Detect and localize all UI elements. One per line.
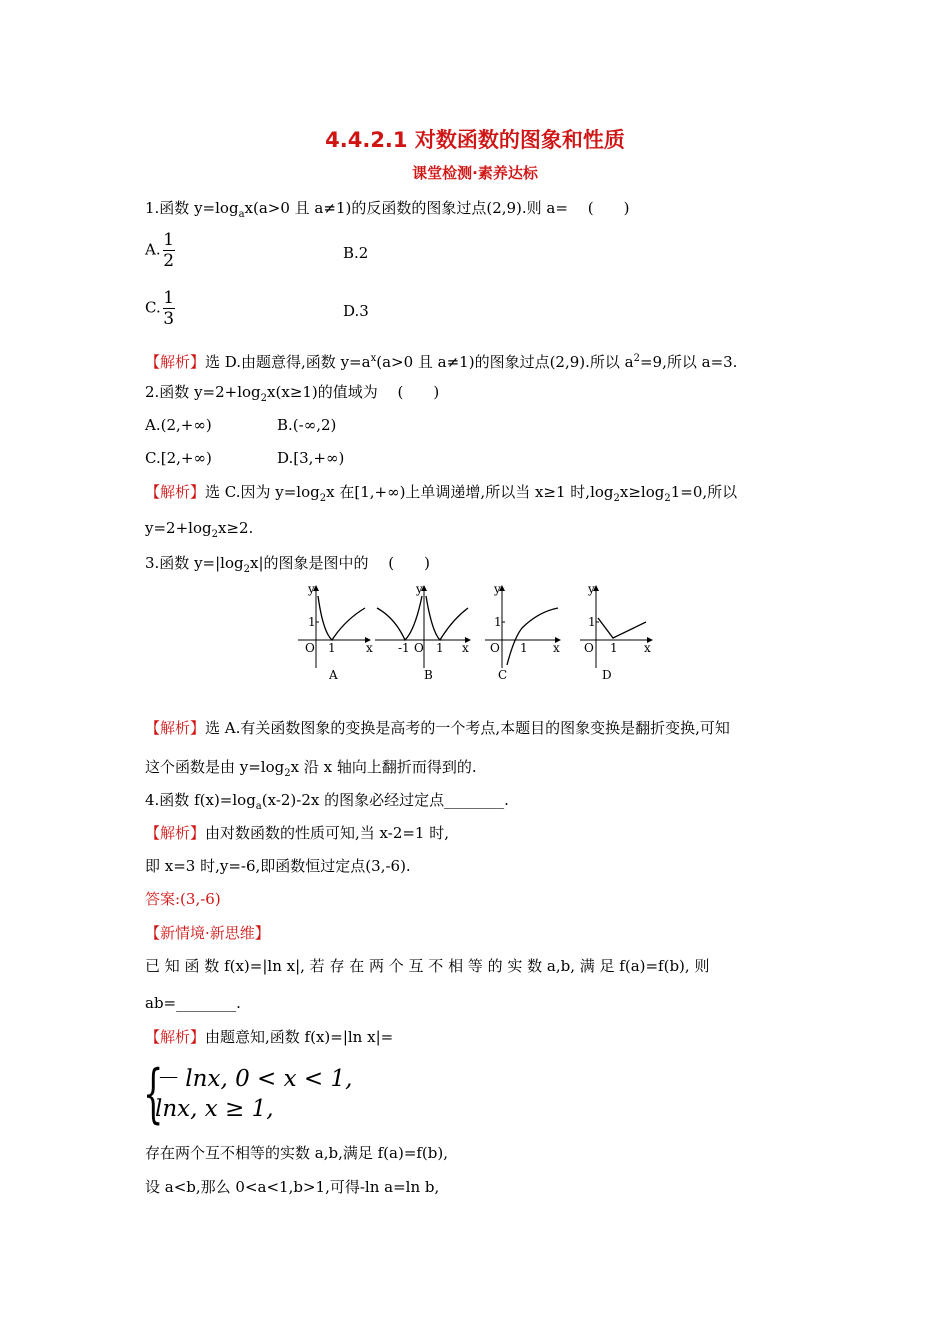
q2-analysis-line1: 【解析】选 C.因为 $y=\log_2x$ 在[1,+∞)上单调递增,所以当 x≥1 时$,\log_2x\ge\log_21=0$,所以 (145, 483, 738, 504)
graph-c-caption: C (498, 668, 508, 682)
extension-analysis-line3: 设 a<b,那么 0<a<1,b>1,可得-ln a=ln b, (145, 1178, 440, 1196)
q2-analysis-line2: $y=2+\log_2x\ge 2$. (145, 519, 254, 540)
q4-stem: 4.函数 $f(x)=\log_a(x-2)-2x$ 的图象必经过定点________. (145, 791, 509, 812)
page-subtitle: 课堂检测·素养达标 (412, 164, 538, 182)
q3-stem: 3.函数 $y=|\log_2x|$的图象是图中的 ( ) (145, 554, 430, 575)
page-title: 4.4.2.1 对数函数的图象和性质 (325, 128, 625, 152)
fraction: $\frac{1}{3}$ (163, 288, 175, 329)
graph-c-x-label: x (553, 641, 560, 655)
graph-a-caption: A (329, 668, 338, 682)
graph-b-tick-neg: -1 (398, 641, 410, 655)
graph-b-x-label: x (462, 641, 469, 655)
q1-option-a: A. $\frac{1}{2}$ (145, 230, 175, 271)
graph-c-origin: O (490, 641, 500, 655)
q1-option-b: B.2 (343, 244, 369, 262)
extension-stem-line2: ab=________. (145, 994, 241, 1012)
piecewise-brace: { (143, 1057, 164, 1131)
graph-b-y-label: y (416, 582, 423, 596)
q2-option-d: D.[3,+∞) (277, 449, 345, 467)
graph-a-tick: 1 (328, 641, 336, 655)
q4-answer: 答案:(3,-6) (145, 890, 221, 908)
graph-b-origin: O (414, 641, 424, 655)
fraction: $\frac{1}{2}$ (163, 230, 175, 271)
extension-tag: 【新情境·新思维】 (145, 924, 270, 942)
graph-a-x-label: x (366, 641, 373, 655)
q4-analysis-line2: 即 x=3 时,y=-6,即函数恒过定点(3,-6). (145, 857, 411, 875)
graph-d-y-label: y (588, 582, 595, 596)
graph-c-tick: 1 (520, 641, 528, 655)
extension-analysis-line1: 【解析】由题意知,函数 f(x)=|ln x|= (145, 1028, 394, 1046)
piecewise-case-1: － lnx, 0 < x < 1, (155, 1066, 353, 1092)
graph-b-caption: B (424, 668, 433, 682)
q2-option-b: B.(-∞,2) (277, 416, 337, 434)
q1-analysis: 【解析】选 D.由题意得,函数 $y=a^x(a>0$ 且 a≠1)的图象过点(2,9).所以 $a^2=9$,所以 a=3. (145, 353, 738, 371)
graph-b-tick: 1 (436, 641, 444, 655)
graph-d-x-label: x (644, 641, 651, 655)
graph-d-origin: O (584, 641, 594, 655)
graph-c-y-label: y (494, 582, 501, 596)
graph-a (298, 582, 373, 682)
q3-analysis-line2: 这个函数是由 $y=\log_2x$ 沿 x 轴向上翻折而得到的. (145, 758, 477, 779)
extension-analysis-line2: 存在两个互不相等的实数 a,b,满足 f(a)=f(b), (145, 1144, 449, 1162)
piecewise-case-2: lnx, x ≥ 1, (155, 1096, 274, 1122)
q3-analysis-line1: 【解析】选 A.有关函数图象的变换是高考的一个考点,本题目的图象变换是翻折变换,可知 (145, 719, 730, 737)
q4-analysis-line1: 【解析】由对数函数的性质可知,当 x-2=1 时, (145, 824, 450, 842)
graph-b (375, 582, 470, 682)
graph-a-origin: O (305, 641, 315, 655)
graph-c-ytick: 1 (494, 615, 502, 629)
q3-graph-options (290, 580, 670, 685)
graph-d (580, 582, 652, 682)
q1-option-d: D.3 (343, 302, 369, 320)
piecewise-function (155, 1064, 352, 1124)
graph-a-y-label: y (308, 582, 315, 596)
extension-stem-line1: 已 知 函 数 f(x)=|ln x|, 若 存 在 两 个 互 不 相 等 的 实 数 a,b, 满 足 f(a)=f(b), 则 (145, 957, 710, 975)
q1-option-c: C. $\frac{1}{3}$ (145, 288, 175, 329)
graph-a-ytick: 1 (308, 615, 316, 629)
q2-option-a: A.(2,+∞) (145, 416, 212, 434)
graph-d-caption: D (602, 668, 612, 682)
q1-stem: 1.函数 $y=\log_ax(a>0$ 且 a≠1)的反函数的图象过点(2,9).则 a= ( ) (145, 199, 630, 220)
graph-d-tick: 1 (610, 641, 618, 655)
q2-stem: 2.函数 $y=2+\log_2x(x\ge 1)$的值域为 ( ) (145, 383, 440, 404)
graph-c (485, 582, 560, 682)
q2-option-c: C.[2,+∞) (145, 449, 212, 467)
graph-d-ytick: 1 (588, 615, 596, 629)
